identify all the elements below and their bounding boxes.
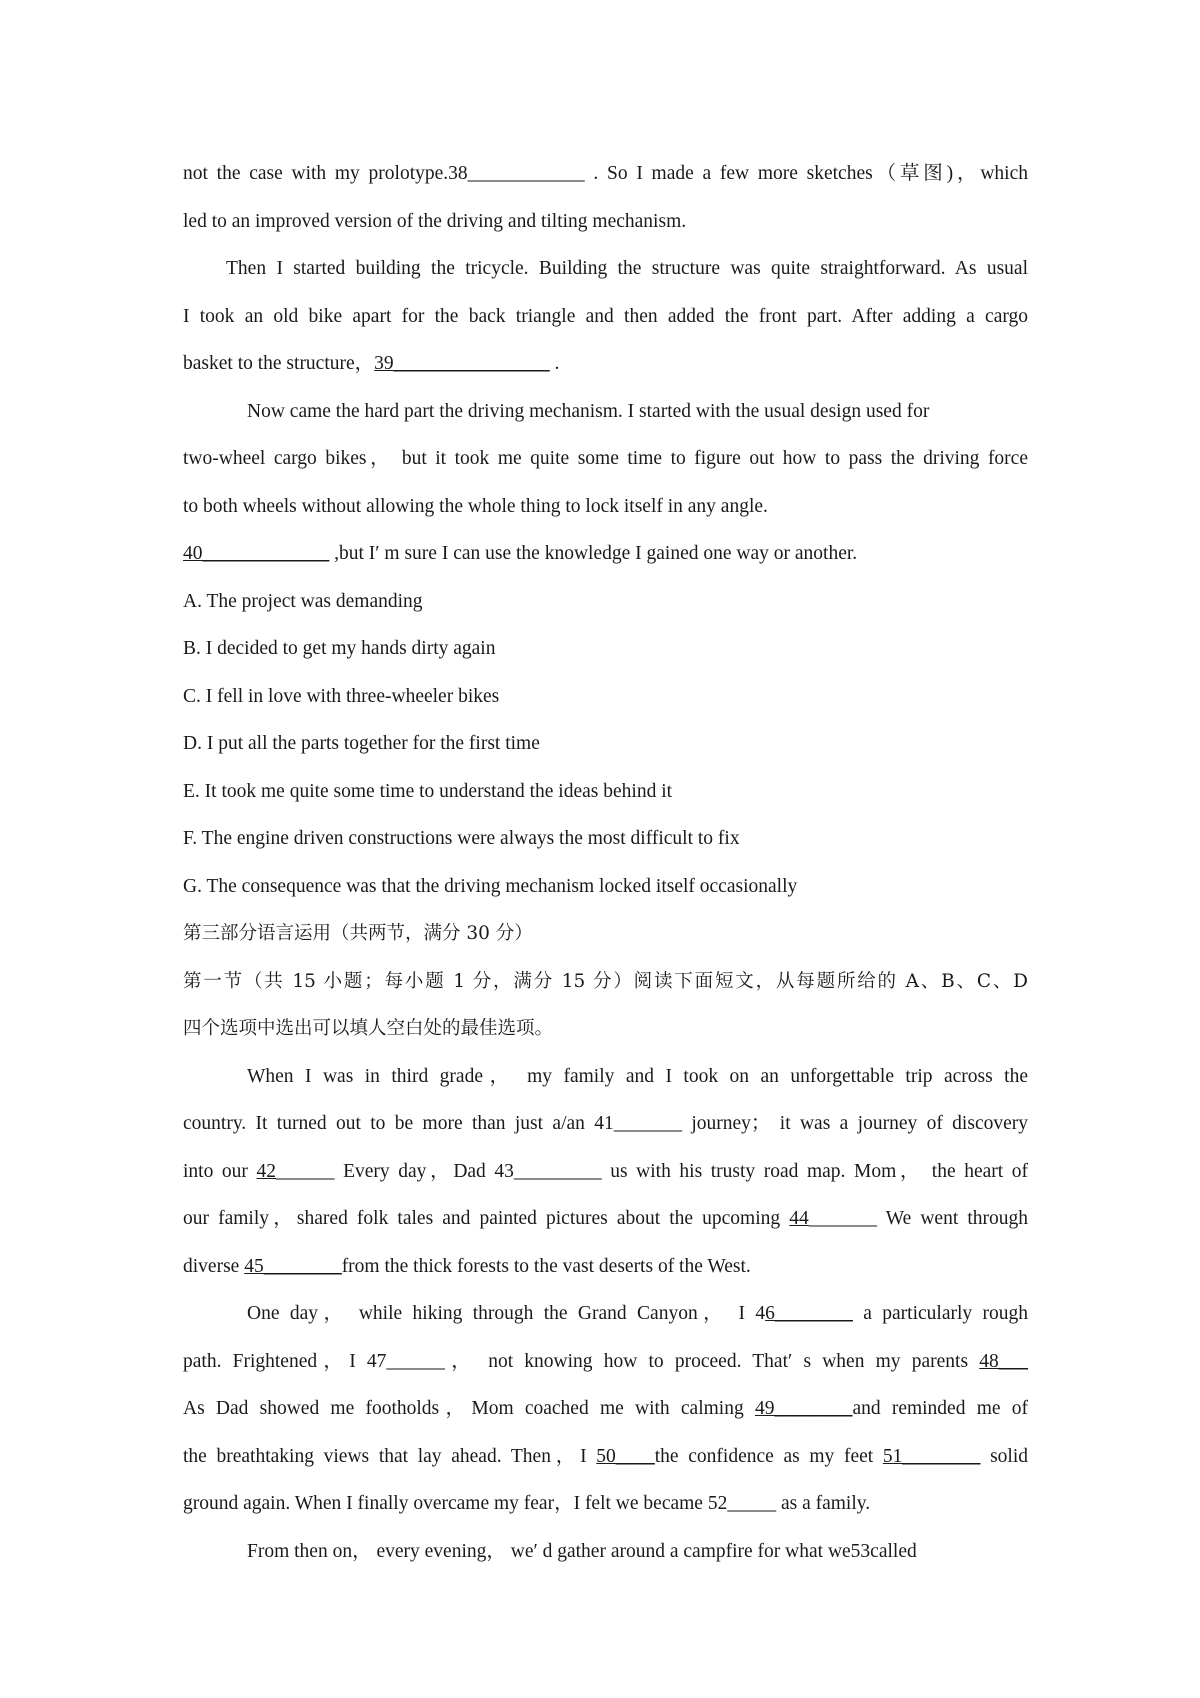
- option-g: G. The consequence was that the driving mechanism locked itself occasionally: [183, 875, 798, 897]
- story-text: a particularly rough: [852, 1303, 1028, 1324]
- passage-line: two-wheel cargo bikes， but it took me quite some time to figure out how to pass the driving force: [183, 448, 1028, 469]
- passage-text: not the case with my prolotype.38: [183, 163, 468, 184]
- option-c: C. I fell in love with three-wheeler bikes: [183, 685, 500, 707]
- story-text: path. Frightened，I 47______， not knowing how to proceed. That′ s when my parents: [183, 1350, 980, 1372]
- story-text: country. It turned out to be more than just a/an 41_______: [183, 1113, 682, 1134]
- story-line: ground again. When I finally overcame my fear，I felt we became 52_____ as a family.: [183, 1493, 871, 1514]
- story-text: _______ We went through: [808, 1208, 1028, 1229]
- passage-text: .: [549, 353, 560, 374]
- story-text: ______ Every day，Dad 43_________ us with his trusty road map. Mom， the heart of: [276, 1160, 1028, 1182]
- passage-line: [183, 150, 1028, 198]
- story-line: [183, 1338, 1028, 1386]
- passage-line: to both wheels without allowing the whole thing to lock itself in any angle.: [183, 495, 768, 517]
- option-d: D. I put all the parts together for the first time: [183, 733, 540, 754]
- section-instructions: 四个选项中选出可以填人空白处的最佳选项。: [183, 1018, 554, 1039]
- story-text: our family，shared folk tales and painted pictures about the upcoming: [183, 1208, 790, 1229]
- option-f: F. The engine driven constructions were always the most difficult to fix: [183, 828, 740, 849]
- story-text: from the thick forests to the vast deserts of the West.: [341, 1255, 751, 1277]
- option-b: B. I decided to get my hands dirty again: [183, 638, 496, 659]
- passage-text: . So I made a few more sketches（草图)，which: [584, 163, 1028, 184]
- answer-blank-48: 48___: [979, 1350, 1028, 1372]
- passage-line: led to an improved version of the driving and tilting mechanism.: [183, 210, 687, 232]
- section-instructions: 第一节（共 15 小题；每小题 1 分，满分 15 分）阅读下面短文，从每题所给的 A、B、C、D: [183, 970, 1028, 992]
- answer-blank-50: 50____: [596, 1445, 655, 1467]
- answer-blank-45: 45________: [244, 1255, 342, 1277]
- story-text: One day， while hiking through the Grand Canyon， I 4: [247, 1303, 766, 1324]
- option-e: E. It took me quite some time to understand the ideas behind it: [183, 780, 673, 802]
- passage-line: [183, 340, 1028, 388]
- story-line: When I was in third grade， my family and I took on an unforgettable trip across the: [247, 1065, 1028, 1087]
- answer-blank-40: 40_____________: [183, 543, 330, 564]
- story-line: From then on， every evening， we′ d gather around a campfire for what we53called: [247, 1540, 917, 1562]
- story-text: the breathtaking views that lay ahead. Then，I: [183, 1445, 597, 1467]
- story-text: journey； it was a journey of discovery: [682, 1113, 1028, 1134]
- story-line: [183, 1433, 1028, 1481]
- story-text: and reminded me of: [852, 1398, 1028, 1419]
- passage-text: basket to the structure，: [183, 353, 375, 374]
- story-line: [183, 1100, 1028, 1148]
- answer-blank-46: 6________: [765, 1303, 853, 1324]
- passage-text: ,but I′ m sure I can use the knowledge I gained one way or another.: [329, 543, 858, 564]
- story-line: [183, 1290, 1028, 1338]
- answer-blank-39: 39________________: [374, 353, 550, 374]
- passage-line: [183, 530, 1028, 578]
- story-text: the confidence as my feet: [654, 1445, 883, 1467]
- story-text: solid: [980, 1445, 1028, 1467]
- answer-blank-44: 44: [789, 1208, 809, 1229]
- story-line: [183, 1243, 1028, 1291]
- answer-blank-38: ____________: [467, 163, 585, 184]
- story-line: [183, 1385, 1028, 1433]
- passage-line: Now came the hard part the driving mechanism. I started with the usual design used for: [247, 400, 930, 422]
- story-text: diverse: [183, 1255, 245, 1277]
- passage-line: I took an old bike apart for the back triangle and then added the front part. After adding a cargo: [183, 305, 1028, 327]
- answer-blank-51: 51________: [882, 1445, 981, 1467]
- answer-blank-42: 42: [256, 1160, 277, 1182]
- document-page: [183, 150, 1028, 1575]
- option-a: A. The project was demanding: [183, 590, 423, 612]
- story-text: As Dad showed me footholds，Mom coached me with calming: [183, 1398, 755, 1419]
- section-heading: 第三部分语言运用（共两节，满分 30 分）: [183, 923, 533, 944]
- story-text: into our: [183, 1160, 257, 1182]
- passage-line: Then I started building the tricycle. Building the structure was quite straightforward. As usual: [226, 258, 1028, 279]
- story-line: [183, 1195, 1028, 1243]
- answer-blank-49: 49________: [754, 1398, 853, 1419]
- story-line: [183, 1148, 1028, 1196]
